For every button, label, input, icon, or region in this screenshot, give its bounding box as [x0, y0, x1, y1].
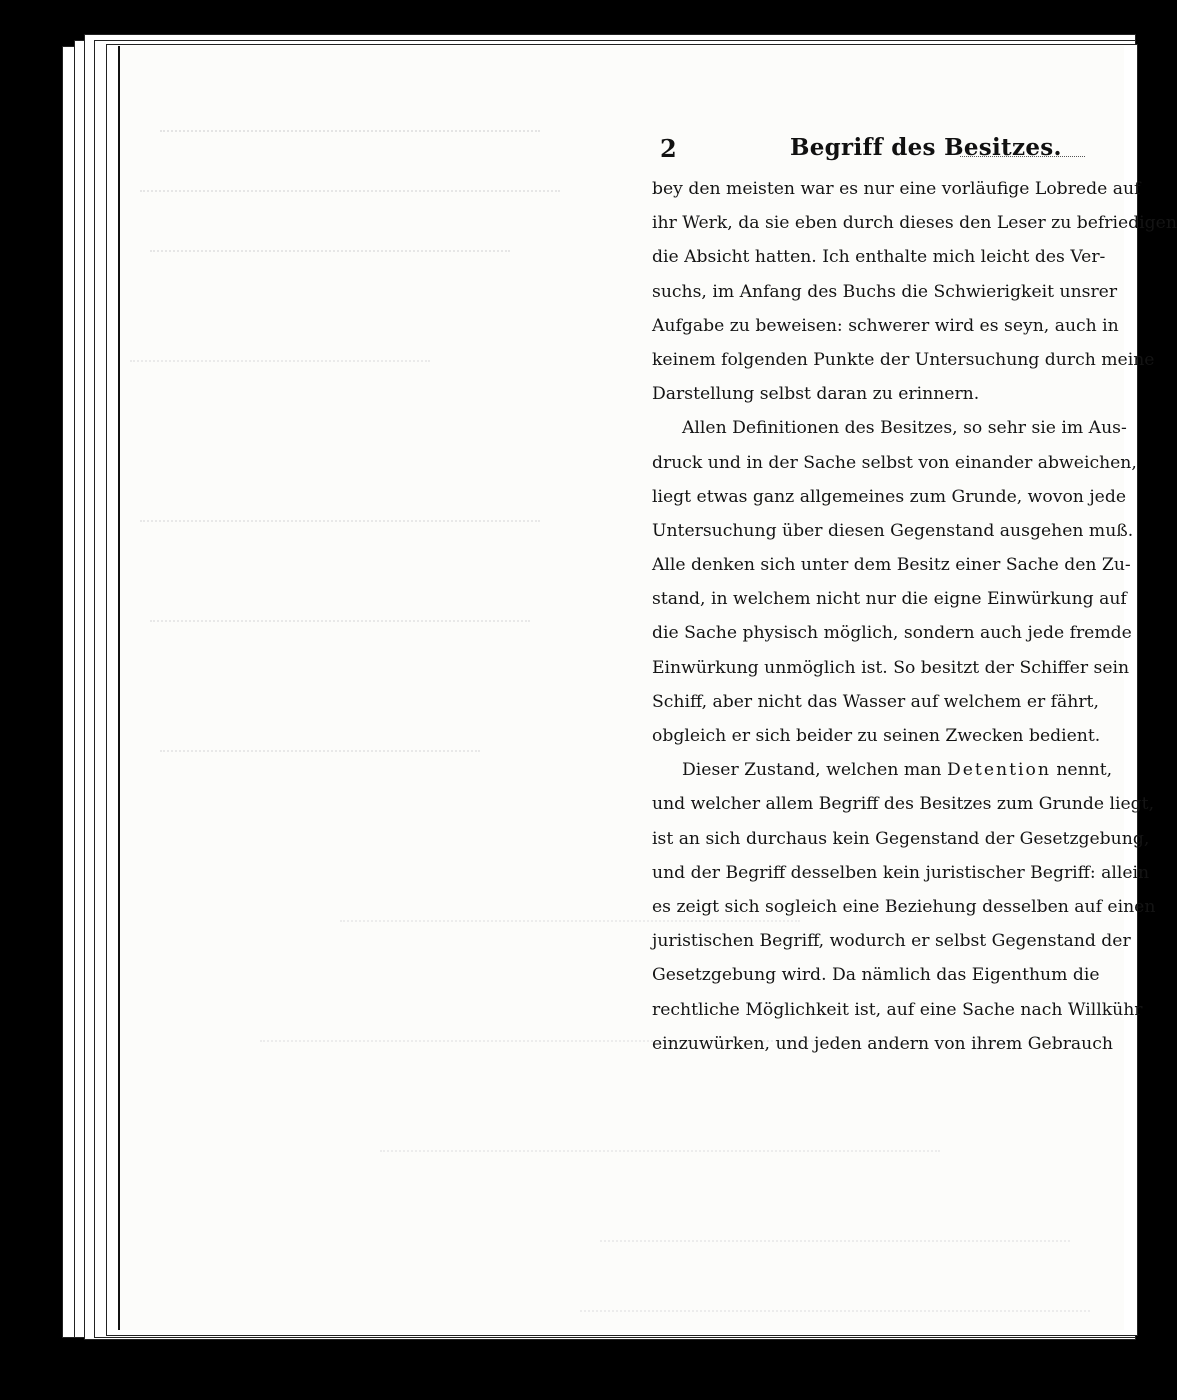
bleed-through-mark: [160, 116, 540, 132]
text-line: liegt etwas ganz allgemeines zum Grunde, wovon jede: [652, 486, 1126, 507]
text-line: keinem folgenden Punkte der Untersuchung durch meine: [652, 349, 1155, 370]
text-line: juristischen Begriff, wodurch er selbst Gegenstand der: [652, 931, 1131, 952]
text-line: einzuwürken, und jeden andern von ihrem Gebrauch: [652, 1033, 1113, 1054]
spaced-term: Detention: [946, 760, 1051, 781]
text-line: und der Begriff desselben kein juristischer Begriff: allein: [652, 862, 1150, 883]
text-line: Darstellung selbst daran zu erinnern.: [652, 384, 980, 405]
bleed-through-mark: [160, 736, 480, 752]
bleed-through-mark: [140, 506, 540, 522]
text-line: rechtliche Möglichkeit ist, auf eine Sache nach Willkühr: [652, 999, 1143, 1020]
text-line: Allen Definitionen des Besitzes, so sehr sie im Aus-: [682, 418, 1127, 439]
body-text: [652, 172, 1177, 1061]
text-line: suchs, im Anfang des Buchs die Schwierigkeit unsrer: [652, 281, 1118, 302]
text-line: Schiff, aber nicht das Wasser auf welchem er fährt,: [652, 691, 1099, 712]
text-line: druck und in der Sache selbst von einander abweichen,: [652, 452, 1137, 473]
book-page: [118, 46, 1177, 1330]
header-rule: [960, 156, 1085, 157]
bleed-through-mark: [130, 346, 430, 362]
text-line: obgleich er sich beider zu seinen Zwecken bedient.: [652, 726, 1101, 746]
text-fragment: Dieser Zustand, welchen man: [682, 760, 942, 781]
text-line: und welcher allem Begriff des Besitzes zum Grunde liegt,: [652, 794, 1155, 815]
text-line: die Absicht hatten. Ich enthalte mich leicht des Ver-: [652, 247, 1106, 268]
text-line: ist an sich durchaus kein Gegenstand der Gesetzgebung,: [652, 828, 1150, 849]
text-fragment: nennt,: [1056, 760, 1113, 781]
text-line: die Sache physisch möglich, sondern auch jede fremde: [652, 623, 1132, 644]
text-line-with-spaced-term: [652, 753, 1113, 787]
text-line: bey den meisten war es nur eine vorläufige Lobrede auf: [652, 179, 1141, 199]
bleed-through-mark: [600, 1226, 1070, 1242]
bleed-through-mark: [140, 176, 560, 192]
text-line: stand, in welchem nicht nur die eigne Einwürkung auf: [652, 589, 1127, 610]
text-line: es zeigt sich sogleich eine Beziehung desselben auf einen: [652, 896, 1156, 917]
bleed-through-mark: [580, 1296, 1090, 1312]
bleed-through-mark: [380, 1136, 940, 1152]
text-line: Alle denken sich unter dem Besitz einer Sache den Zu-: [652, 555, 1131, 576]
text-line: ihr Werk, da sie eben durch dieses den Leser zu befriedigen: [652, 213, 1177, 234]
text-line: Gesetzgebung wird. Da nämlich das Eigenthum die: [652, 965, 1100, 986]
bleed-through-mark: [150, 606, 530, 622]
text-line: Untersuchung über diesen Gegenstand ausgehen muß.: [652, 520, 1134, 541]
text-line: Aufgabe zu beweisen: schwerer wird es seyn, auch in: [652, 315, 1119, 336]
running-title: Begriff des Besitzes.: [790, 134, 1062, 161]
bleed-through-mark: [150, 236, 510, 252]
text-line: Einwürkung unmöglich ist. So besitzt der Schiffer sein: [652, 657, 1130, 678]
page-number: 2: [660, 134, 677, 163]
running-header: [660, 134, 1110, 168]
